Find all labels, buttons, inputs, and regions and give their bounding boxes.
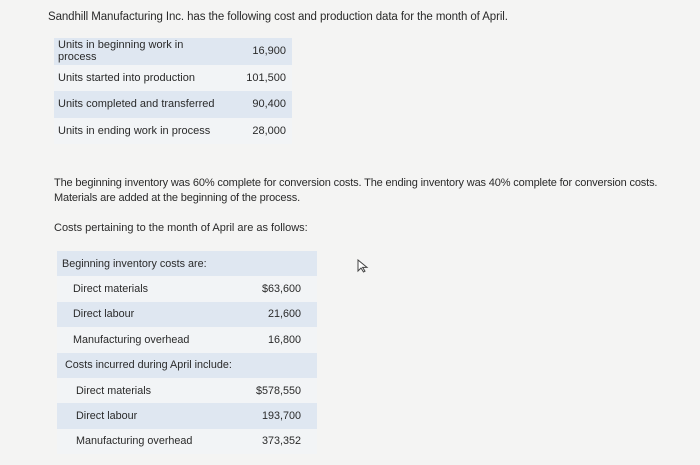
table-row [57, 327, 317, 352]
row-label: Manufacturing overhead [57, 327, 241, 352]
row-label: Units in beginning work in process [54, 38, 224, 65]
table-row [57, 378, 317, 403]
table-row [54, 65, 292, 92]
table-row [57, 302, 317, 327]
mouse-pointer-icon [357, 259, 369, 278]
row-label: Direct materials [57, 378, 241, 403]
row-label: Units started into production [54, 65, 224, 92]
row-value: 90,400 [224, 91, 292, 118]
row-value: $63,600 [241, 276, 317, 301]
costs-intro: Costs pertaining to the month of April are as follows: [54, 222, 308, 234]
row-label: Units completed and transferred [54, 91, 224, 118]
production-data-table [54, 38, 292, 144]
table-row [54, 91, 292, 118]
table-row [57, 353, 317, 378]
row-value: 16,900 [224, 38, 292, 65]
row-value: 16,800 [241, 327, 317, 352]
row-label: Direct labour [57, 403, 241, 428]
table-row [57, 276, 317, 301]
row-label: Direct labour [57, 302, 241, 327]
row-label: Manufacturing overhead [57, 429, 241, 454]
row-value: 373,352 [241, 429, 317, 454]
row-value: 193,700 [241, 403, 317, 428]
row-value: 28,000 [224, 118, 292, 145]
table-row [57, 403, 317, 428]
incurred-costs-header: Costs incurred during April include: [57, 353, 317, 378]
row-value: $578,550 [241, 378, 317, 403]
table-row [54, 118, 292, 145]
table-row [54, 38, 292, 65]
row-value: 101,500 [224, 65, 292, 92]
completion-paragraph: The beginning inventory was 60% complete for conversion costs. The ending inventory was 40% complete for conversion costs. Materials are added at the beginning of the process. [54, 177, 658, 204]
row-label: Units in ending work in process [54, 118, 224, 145]
beginning-costs-header: Beginning inventory costs are: [57, 251, 317, 276]
cost-data-table [57, 251, 317, 454]
table-row [57, 251, 317, 276]
row-value: 21,600 [241, 302, 317, 327]
problem-intro: Sandhill Manufacturing Inc. has the following cost and production data for the month of April. [48, 11, 508, 23]
table-row [57, 429, 317, 454]
row-label: Direct materials [57, 276, 241, 301]
